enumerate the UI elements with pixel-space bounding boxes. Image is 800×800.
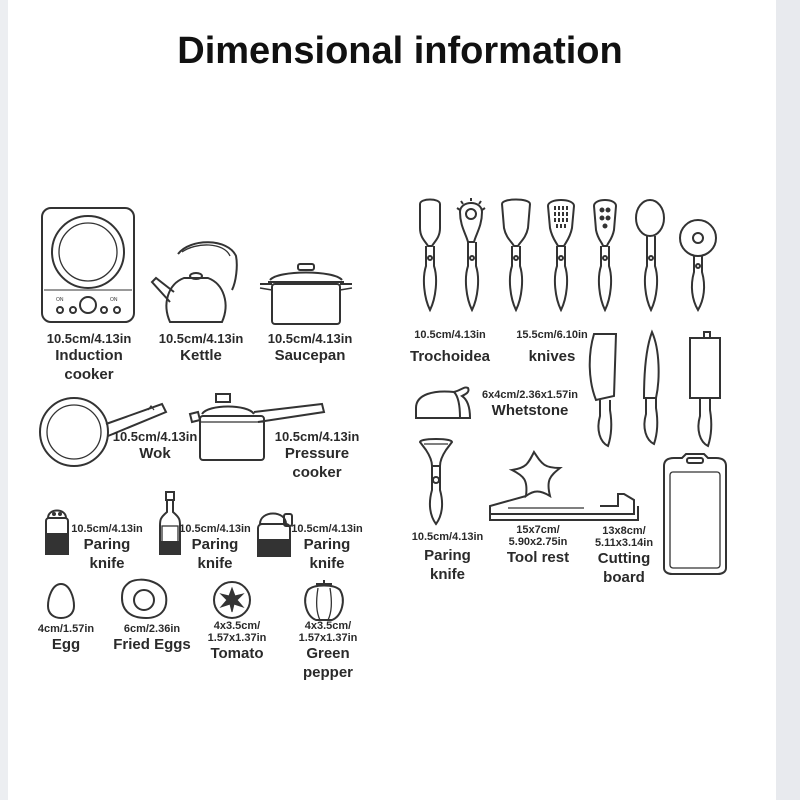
sauce-bottle-name-line1: Paring (191, 536, 239, 553)
sauce-bottle-name-line2: knife (197, 555, 233, 572)
right-edge-border (776, 0, 800, 800)
fried-eggs-name: Fried Eggs (113, 636, 191, 653)
fried-eggs-illustration (120, 578, 168, 620)
trochoidea-size: 10.5cm/4.13in (414, 329, 486, 341)
kettle-name: Kettle (180, 347, 222, 364)
peeler-label (400, 531, 495, 584)
salt-shaker-name-line2: knife (89, 555, 125, 572)
trochoidea-label (400, 329, 500, 366)
slotted-spoon-icon (594, 200, 616, 310)
sauce-bottle-label (170, 523, 260, 573)
green-pepper-illustration (302, 578, 346, 622)
wok-name: Wok (139, 445, 171, 462)
tomato-name: Tomato (210, 645, 264, 662)
knives-label (502, 329, 602, 366)
cutting-board-label (584, 525, 664, 587)
knives-name: knives (528, 348, 576, 365)
spoon-icon (636, 200, 664, 310)
egg-size: 4cm/1.57in (37, 623, 95, 635)
induction-cooker-name-line1: Induction (55, 347, 123, 364)
peeler-name-line1: Paring (424, 547, 471, 564)
slotted-turner-icon (502, 200, 530, 311)
green-pepper-size-line1: 4x3.5cm/ (304, 620, 352, 632)
spice-jar-name-line1: Paring (303, 536, 351, 553)
tomato-size-line2: 1.57x1.37in (207, 632, 267, 644)
cutting-board-name-line2: board (603, 569, 645, 586)
wok-size: 10.5cm/4.13in (112, 429, 198, 444)
whetstone-label (470, 389, 590, 420)
salt-shaker-label (62, 523, 152, 573)
cutting-board-name-line1: Cutting (597, 550, 651, 567)
salt-shaker-name-line1: Paring (83, 536, 131, 553)
left-edge-border (0, 0, 8, 800)
salt-shaker-size: 10.5cm/4.13in (71, 523, 143, 535)
induction-cooker-label (34, 331, 144, 384)
tomato-label (194, 620, 280, 663)
kettle-label (146, 331, 256, 365)
fried-eggs-label (107, 623, 197, 654)
tool-rest-size-line1: 15x7cm/ (516, 524, 560, 536)
svg-text:ON: ON (110, 297, 118, 303)
kettle-size: 10.5cm/4.13in (158, 331, 244, 346)
peeler-illustration (416, 436, 456, 526)
utensils-illustration (412, 198, 722, 314)
green-pepper-name-line2: pepper (302, 664, 353, 681)
spice-jar-label (282, 523, 372, 573)
egg-label (26, 623, 106, 654)
fried-eggs-size: 6cm/2.36in (123, 623, 181, 635)
whetstone-name: Whetstone (491, 402, 569, 419)
induction-cooker-illustration (40, 206, 136, 324)
peeler-name-line2: knife (429, 566, 465, 583)
pasta-server-icon (457, 198, 485, 310)
saucepan-size: 10.5cm/4.13in (267, 331, 353, 346)
peeler-size: 10.5cm/4.13in (411, 531, 484, 543)
tomato-size-line1: 4x3.5cm/ (213, 620, 261, 632)
svg-text:ON: ON (56, 297, 64, 303)
egg-name: Egg (51, 636, 81, 653)
tool-rest-illustration (484, 450, 644, 524)
egg-illustration (46, 582, 76, 620)
tool-rest-label (488, 524, 588, 567)
skimmer-icon (548, 200, 574, 310)
spice-jar-size: 10.5cm/4.13in (291, 523, 363, 535)
pressure-cooker-size: 10.5cm/4.13in (274, 429, 360, 444)
saucepan-name: Saucepan (274, 347, 346, 364)
whetstone-size: 6x4cm/2.36x1.57in (481, 389, 579, 401)
tomato-illustration (212, 580, 252, 620)
knives-size: 15.5cm/6.10in (516, 329, 588, 341)
pressure-cooker-name-line1: Pressure (284, 445, 350, 462)
trochoidea-name: Trochoidea (409, 348, 491, 365)
green-pepper-name-line1: Green (306, 645, 350, 662)
induction-cooker-size: 10.5cm/4.13in (46, 331, 132, 346)
green-pepper-size-line2: 1.57x1.37in (298, 632, 358, 644)
saucepan-illustration (258, 262, 354, 328)
induction-cooker-name-line2: cooker (64, 366, 114, 383)
tool-rest-name: Tool rest (506, 549, 570, 566)
kettle-illustration (150, 238, 246, 328)
pizza-cutter-icon (680, 220, 716, 310)
whetstone-illustration (414, 386, 474, 420)
green-pepper-label (285, 620, 371, 682)
tool-rest-size-line2: 5.90x2.75in (508, 536, 568, 548)
cutting-board-size-line2: 5.11x3.14in (594, 537, 654, 549)
pressure-cooker-name-line2: cooker (292, 464, 342, 481)
page-title: Dimensional information (177, 30, 623, 72)
sauce-bottle-size: 10.5cm/4.13in (179, 523, 251, 535)
spice-jar-name-line2: knife (309, 555, 345, 572)
pressure-cooker-label (262, 429, 372, 482)
turner-icon (420, 200, 440, 311)
saucepan-label (255, 331, 365, 365)
cutting-board-size-line1: 13x8cm/ (602, 525, 646, 537)
cutting-board-illustration (660, 454, 730, 576)
wok-label (100, 429, 210, 463)
knives-illustration (586, 330, 726, 450)
